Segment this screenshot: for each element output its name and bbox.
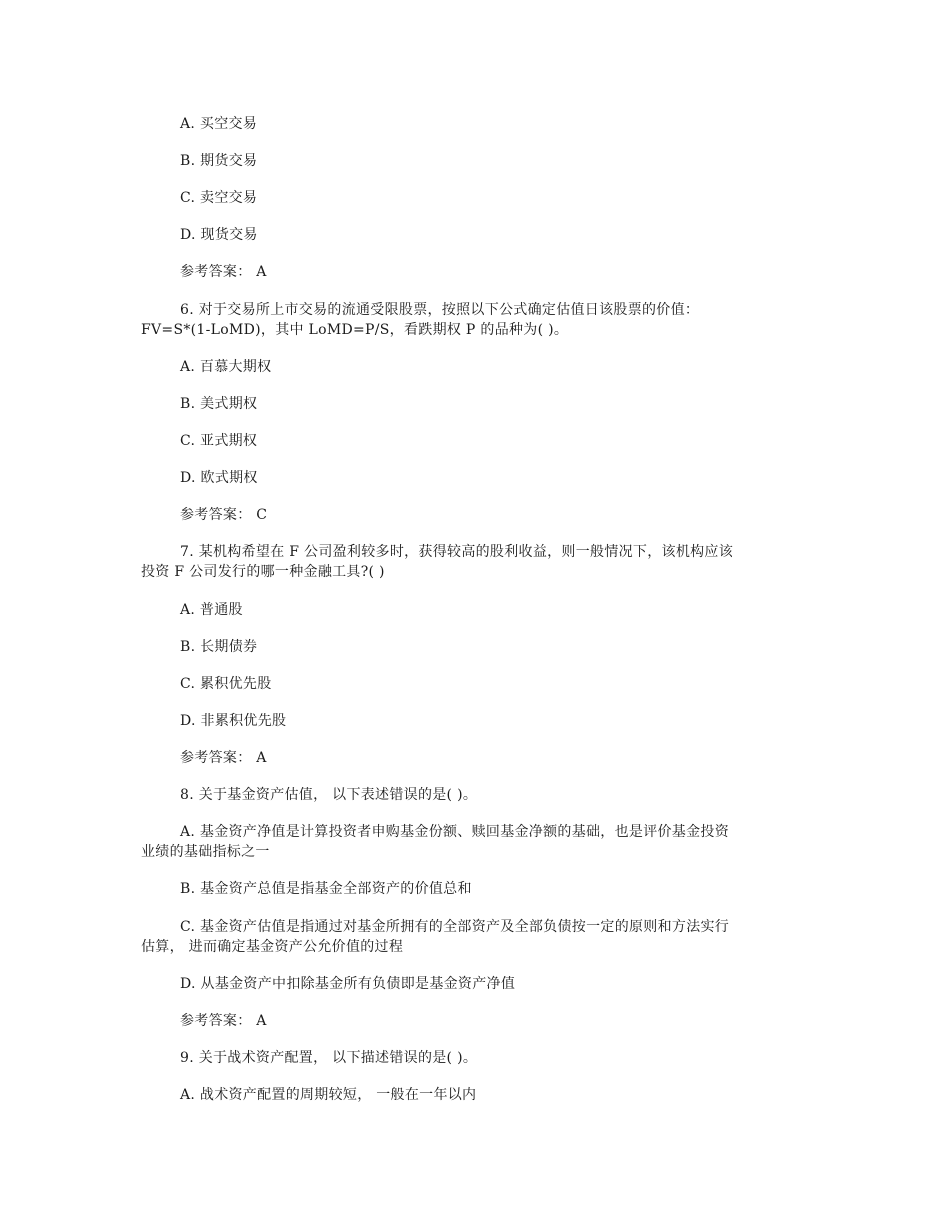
q6-option-c: C. 亚式期权 <box>180 433 258 449</box>
q7-answer: 参考答案： A <box>180 750 267 766</box>
q5-answer: 参考答案： A <box>180 264 267 280</box>
q8-option-c-line2: 估算， 进而确定基金资产公允价值的过程 <box>141 939 404 955</box>
q8-option-a-line1: A. 基金资产净值是计算投资者申购基金份额、赎回基金净额的基础，也是评价基金投资 <box>180 824 730 840</box>
q7-option-a: A. 普通股 <box>180 602 243 618</box>
q7-option-b: B. 长期债券 <box>180 639 258 655</box>
q7-stem-line1: 7. 某机构希望在 F 公司盈利较多时，获得较高的股利收益，则一般情况下，该机构应该 <box>180 544 734 560</box>
q6-option-d: D. 欧式期权 <box>180 470 258 486</box>
q8-answer: 参考答案： A <box>180 1013 267 1029</box>
q7-option-c: C. 累积优先股 <box>180 676 272 692</box>
q8-option-b: B. 基金资产总值是指基金全部资产的价值总和 <box>180 881 472 897</box>
q6-stem-line2: FV=S*(1-LoMD)，其中 LoMD=P/S，看跌期权 P 的品种为( )。 <box>141 322 569 338</box>
q6-stem-line1: 6. 对于交易所上市交易的流通受限股票，按照以下公式确定估值日该股票的价值： <box>180 302 700 318</box>
q5-option-b: B. 期货交易 <box>180 153 258 169</box>
q7-option-d: D. 非累积优先股 <box>180 713 287 729</box>
q6-option-b: B. 美式期权 <box>180 396 258 412</box>
q5-option-c: C. 卖空交易 <box>180 190 258 206</box>
q9-stem: 9. 关于战术资产配置， 以下描述错误的是( )。 <box>180 1050 478 1066</box>
q8-option-a-line2: 业绩的基础指标之一 <box>141 844 270 860</box>
q7-stem-line2: 投资 F 公司发行的哪一种金融工具?( ) <box>141 564 385 580</box>
q5-option-a: A. 买空交易 <box>180 116 258 132</box>
q8-stem: 8. 关于基金资产估值， 以下表述错误的是( )。 <box>180 787 478 803</box>
q8-option-d: D. 从基金资产中扣除基金所有负债即是基金资产净值 <box>180 976 516 992</box>
q6-answer: 参考答案： C <box>180 507 268 523</box>
q8-option-c-line1: C. 基金资产估值是指通过对基金所拥有的全部资产及全部负债按一定的原则和方法实行 <box>180 919 730 935</box>
q5-option-d: D. 现货交易 <box>180 227 258 243</box>
q9-option-a: A. 战术资产配置的周期较短， 一般在一年以内 <box>180 1087 477 1103</box>
q6-option-a: A. 百慕大期权 <box>180 359 272 375</box>
